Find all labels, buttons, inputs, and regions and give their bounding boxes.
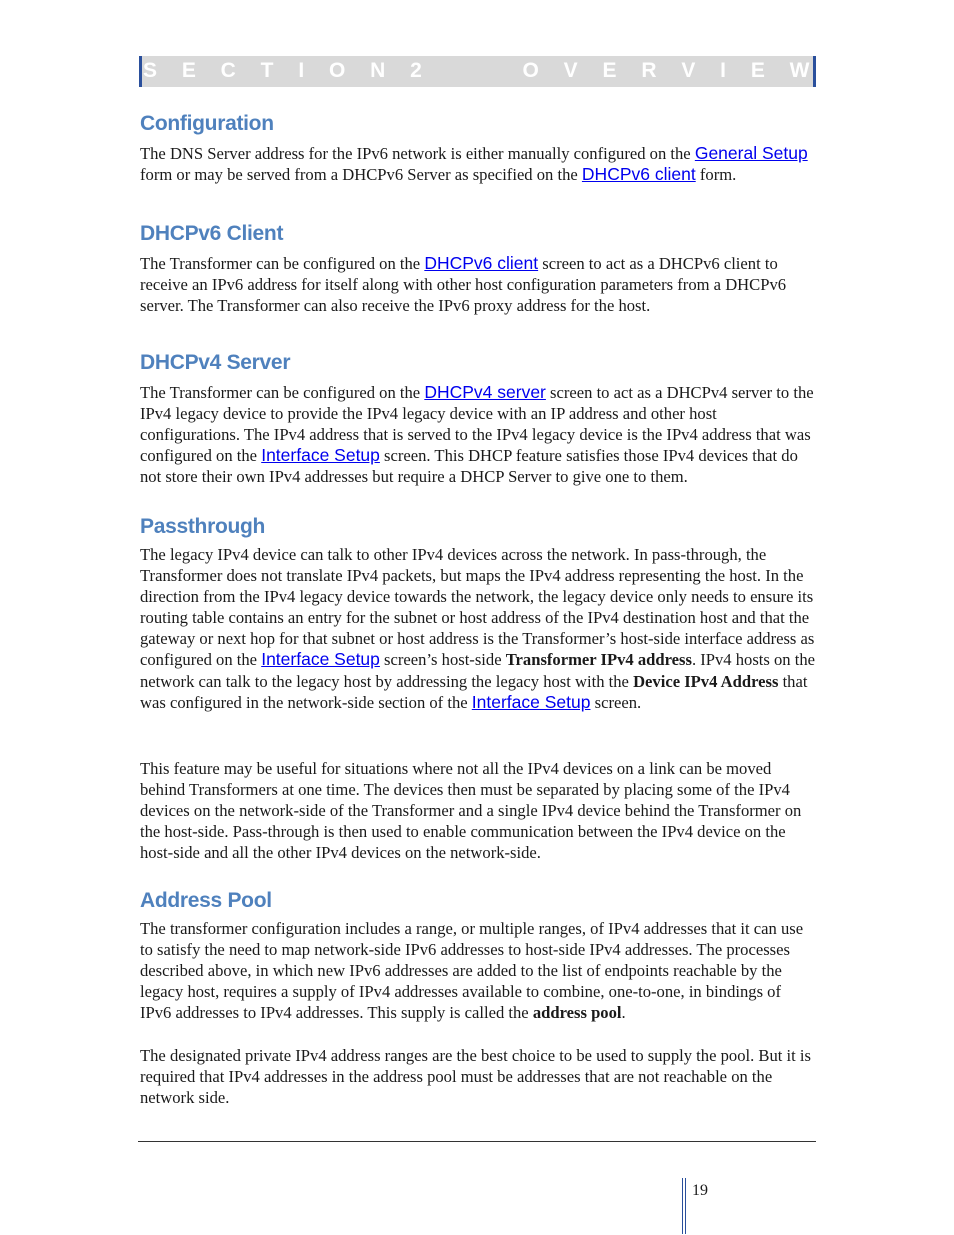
paragraph-dhcpv4-server: The Transformer can be configured on the DHCPv4 server screen to act as a DHCPv4 server to the IPv4 legacy device to provide the IPv4 legacy device with an IP address and other host configurations. The IPv4 address that is served to the IPv4 legacy device is the IPv4 address that was configured on the Interface Setup screen. This DHCP feature satisfies those IPv4 devices that do not store their own IPv4 addresses but require a DHCP Server to give one to them. [140, 382, 814, 487]
link-interface-setup-network[interactable]: Interface Setup [471, 691, 591, 712]
page-number-rule [682, 1178, 686, 1234]
section-label: S E C T I O N 2 [143, 59, 432, 82]
link-interface-setup-host[interactable]: Interface Setup [261, 649, 380, 670]
paragraph-dhcpv6-client: The Transformer can be configured on the DHCPv6 client screen to act as a DHCPv6 client to receive an IPv6 address for itself along with other host configuration parameters from a DHCPv6 server. The Transformer can also receive the IPv6 proxy address for the host. [140, 253, 787, 316]
paragraph-passthrough-2: This feature may be useful for situations where not all the IPv4 devices on a link can be moved behind Transformers at one time. The devices then must be separated by placing some of the IPv4 devices on the network-side of the Transformer and a single IPv4 device behind the Transformer on the host-side. Pass-through is then used to enable communication between the IPv4 device on the host-side and all the other IPv4 devices on the network-side. [140, 759, 802, 863]
link-dhcpv4-server[interactable]: DHCPv4 server [424, 382, 546, 402]
paragraph-configuration: The DNS Server address for the IPv6 network is either manually configured on the General Setup form or may be served from a DHCPv6 Server as specified on the DHCPv6 client form. [140, 143, 808, 185]
heading-passthrough: Passthrough [140, 515, 266, 538]
link-interface-setup[interactable]: Interface Setup [261, 445, 380, 466]
heading-address-pool: Address Pool [140, 889, 272, 912]
link-dhcpv6-client[interactable]: DHCPv6 client [581, 164, 696, 185]
heading-dhcpv4-server: DHCPv4 Server [140, 351, 291, 374]
page-number: 19 [692, 1182, 708, 1199]
heading-configuration: Configuration [140, 112, 274, 135]
link-dhcpv6-client-screen[interactable]: DHCPv6 client [424, 253, 539, 273]
footer-divider [138, 1141, 816, 1142]
section-title: O V E R V I E W [522, 59, 819, 82]
heading-dhcpv6-client: DHCPv6 Client [140, 222, 284, 245]
paragraph-passthrough-1: The legacy IPv4 device can talk to other IPv4 devices across the network. In pass-through, the Transformer does not translate IPv4 packets, but maps the IPv4 address representing the host. In the direction from the IPv4 legacy device towards the network, the legacy device only needs to ensure its routing table contains an entry for the subnet or host address of the IPv4 destination host and that the gateway or next hop for that subnet or host address is the Transformer’s host-side interface address as configured on the Interface Setup screen’s host-side Transformer IPv4 address. IPv4 hosts on the network can talk to the legacy host by addressing the legacy host with the Device IPv4 Address that was configured in the network-side section of the Interface Setup screen. [140, 545, 816, 712]
paragraph-address-pool-2: The designated private IPv4 address ranges are the best choice to be used to supply the pool. But it is required that IPv4 addresses in the address pool must be addresses that are not reachable on the network side. [140, 1046, 811, 1108]
paragraph-address-pool-1: The transformer configuration includes a range, or multiple ranges, of IPv4 addresses that it can use to satisfy the need to map network-side IPv6 addresses to host-side IPv4 addresses. The processes described above, in which new IPv6 addresses are added to the list of endpoints reachable by the legacy host, requires a supply of IPv4 addresses available to combine, one-to-one, in bindings of IPv6 addresses to IPv4 addresses. This supply is called the address pool. [140, 919, 804, 1023]
section-header-bar [139, 56, 819, 87]
link-general-setup[interactable]: General Setup [694, 143, 808, 163]
